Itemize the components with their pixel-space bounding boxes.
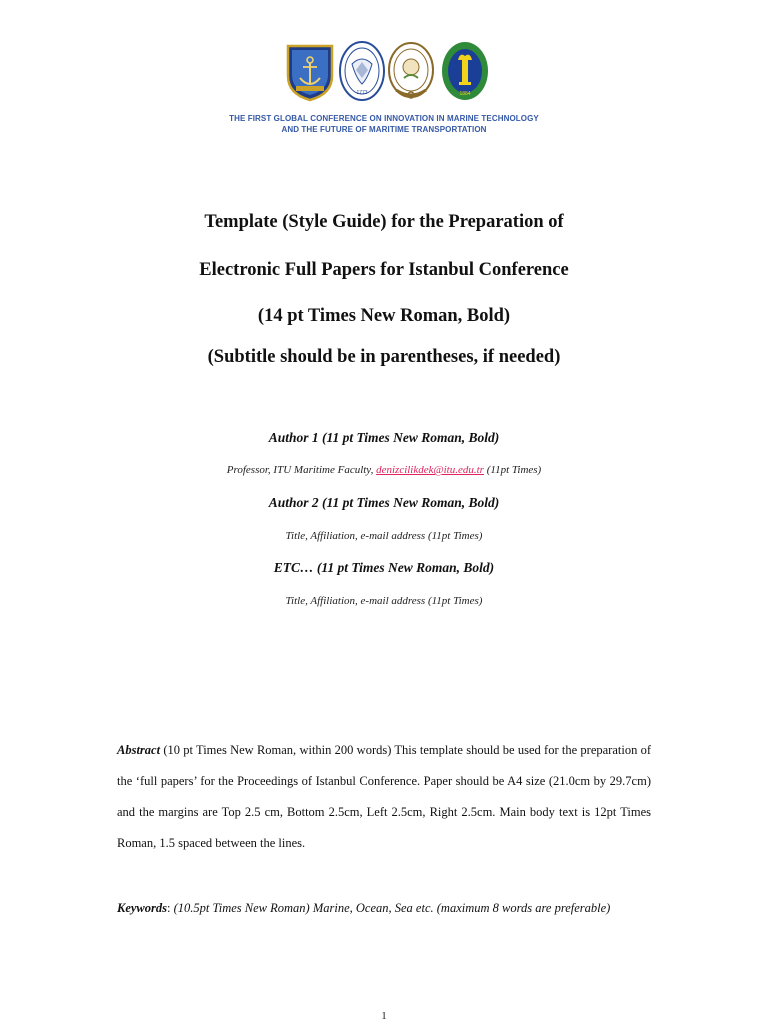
author-1-affiliation-suffix: (11pt Times) — [483, 464, 542, 476]
university-seal-icon — [338, 40, 386, 102]
author-2-affiliation: Title, Affiliation, e-mail address (11pt Times) — [285, 530, 483, 542]
paper-title-line-1: Template (Style Guide) for the Preparation of — [204, 212, 564, 232]
conference-line-1: THE FIRST GLOBAL CONFERENCE ON INNOVATION IN MARINE TECHNOLOGY — [229, 114, 539, 123]
paper-subtitle: (Subtitle should be in parentheses, if needed) — [207, 347, 561, 367]
keywords-colon: : — [167, 901, 171, 915]
keywords-text: (10.5pt Times New Roman) Marine, Ocean, Sea etc. (maximum 8 words are preferable) — [170, 901, 611, 915]
maritime-faculty-emblem-icon — [440, 40, 490, 102]
svg-text:1773: 1773 — [356, 90, 368, 96]
logo-row — [0, 40, 768, 106]
abstract-label: Abstract — [117, 743, 161, 757]
conference-heading — [0, 113, 768, 135]
navy-anchor-emblem-icon — [284, 42, 336, 102]
author-1-name: Author 1 (11 pt Times New Roman, Bold) — [268, 430, 500, 445]
paper-title-line-2: Electronic Full Papers for Istanbul Conference — [199, 260, 569, 280]
author-1-affiliation — [0, 464, 768, 476]
abstract-text: (10 pt Times New Roman, within 200 words) This template should be used for the preparation of the ‘full papers’ for the Proceedings of Istanbul Conference. Paper should be A4 size (21.0cm by 29.7cm) and the margins are Top 2.5 cm, Bottom 2.5cm, Left 2.5cm, Right 2.5cm. Main body text is 12pt Times Roman, 1.5 spaced between the lines. — [117, 743, 651, 850]
author-3-affiliation: Title, Affiliation, e-mail address (11pt Times) — [285, 595, 483, 607]
author-1-email-link[interactable]: denizcilikdek@itu.edu.tr — [376, 464, 484, 476]
paper-title-font-note: (14 pt Times New Roman, Bold) — [257, 306, 511, 326]
maritime-rope-seal-icon — [386, 40, 436, 102]
author-2-name: Author 2 (11 pt Times New Roman, Bold) — [268, 495, 500, 510]
keywords-label: Keywords — [117, 901, 167, 915]
author-1-affiliation-prefix: Professor, ITU Maritime Faculty, — [226, 464, 377, 476]
keywords-paragraph — [117, 893, 651, 924]
author-3-name: ETC… (11 pt Times New Roman, Bold) — [273, 560, 495, 575]
svg-text:1884: 1884 — [459, 91, 471, 97]
abstract-paragraph — [117, 735, 651, 859]
page-number: 1 — [381, 1010, 387, 1022]
conference-line-2: AND THE FUTURE OF MARITIME TRANSPORTATION — [281, 125, 487, 134]
